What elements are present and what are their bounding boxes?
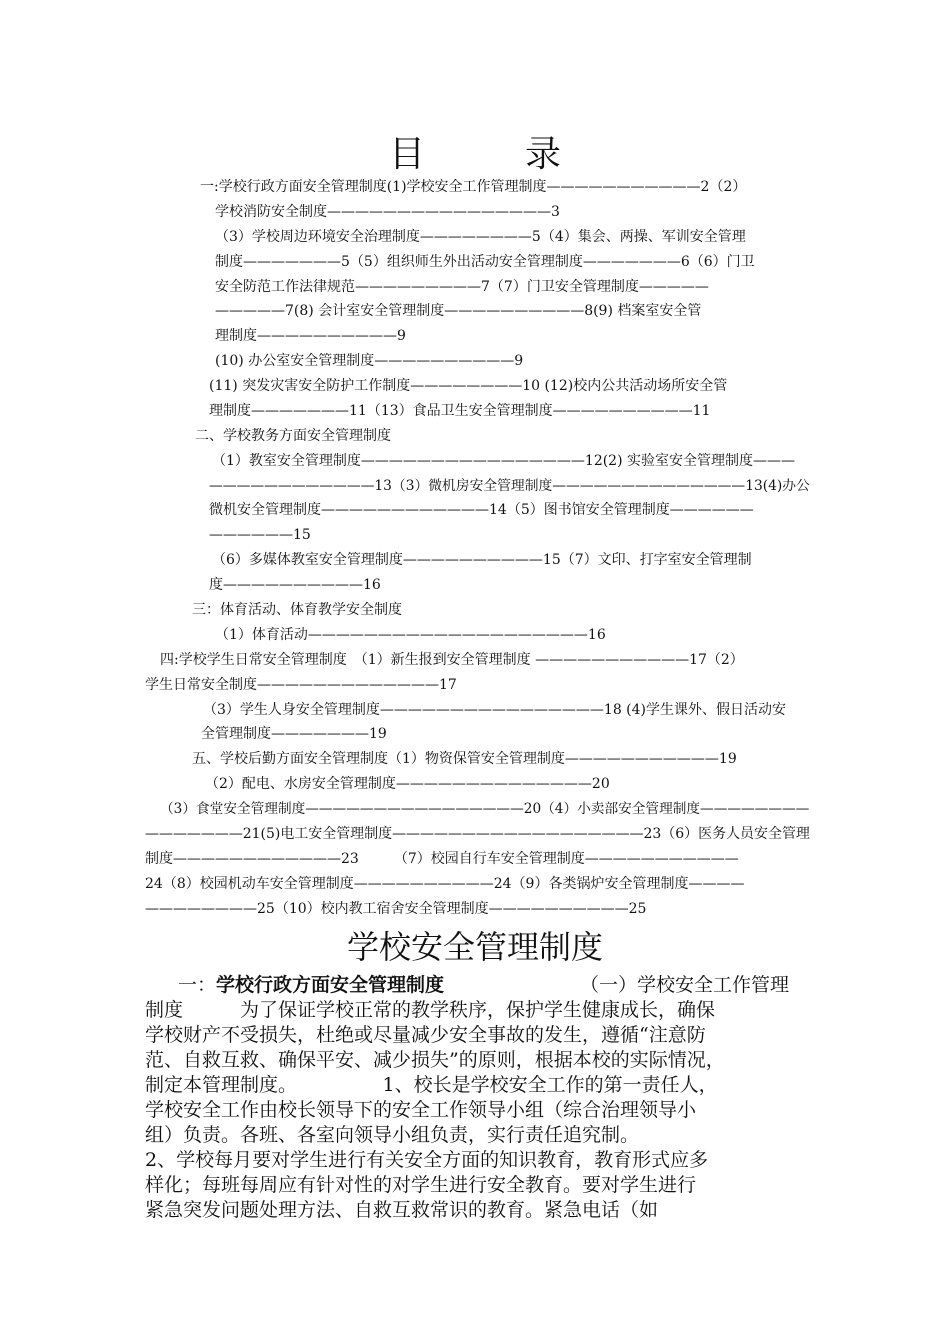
toc-line: 度——————————16 <box>209 577 381 593</box>
body-line: 范、自救互救、确保平安、减少损失”的原则，根据本校的实际情况， <box>145 1049 725 1071</box>
toc-line: 二、学校教务方面安全管理制度 <box>195 428 391 444</box>
toc-line: 理制度———————11（13）食品卫生安全管理制度——————————11 <box>209 403 711 419</box>
body-line: 2、学校每月要对学生进行有关安全方面的知识教育，教育形式应多 <box>145 1149 709 1171</box>
toc-line: 四:学校学生日常安全管理制度 （1）新生报到安全管理制度 ———————————17（2） <box>160 652 744 668</box>
toc-line: 全管理制度———————19 <box>201 726 387 742</box>
document-title: 学校安全管理制度 <box>346 928 603 966</box>
body-line: 制定本管理制度。 1、校长是学校安全工作的第一责任人， <box>145 1074 718 1096</box>
toc-title-right: 录 <box>525 134 562 175</box>
toc-line: ————————————13（3）微机房安全管理制度——————————————13(4)办公 <box>209 478 810 494</box>
toc-line: —————7(8) 会计室安全管理制度——————————8(9) 档案室安全管 <box>215 303 702 319</box>
toc-line: （3）学生人身安全管理制度————————————————18 (4)学生课外、假日活动安 <box>203 702 787 718</box>
toc-line: (10) 办公室安全管理制度——————————9 <box>215 353 524 369</box>
toc-line: 理制度——————————9 <box>215 328 406 344</box>
toc-line: ——————15 <box>209 527 311 543</box>
toc-line: （6）多媒体教室安全管理制度——————————15（7）文印、打字室安全管理制 <box>212 552 752 568</box>
body-line: 样化；每班每周应有针对性的对学生进行安全教育。要对学生进行 <box>145 1174 697 1196</box>
toc-line: 安全防范工作法律规范—————————7（7）门卫安全管理制度————— <box>215 279 709 295</box>
toc-title-left: 目 <box>388 134 425 175</box>
toc-title <box>0 126 950 177</box>
toc-line: ———————21(5)电工安全管理制度——————————————————23（6）医务人员安全管理 <box>145 826 810 842</box>
body-line: 组）负责。各班、各室向领导小组负责，实行责任追究制。 <box>145 1124 640 1146</box>
section-heading <box>178 973 444 997</box>
body-line: 学校安全工作由校长领导下的安全工作领导小组（综合治理领导小 <box>145 1099 697 1121</box>
toc-line: 五、学校后勤方面安全管理制度（1）物资保管安全管理制度———————————19 <box>192 751 737 767</box>
body-line: 学校财产不受损失，杜绝或尽量减少安全事故的发生，遵循“注意防 <box>145 1024 706 1046</box>
section-heading-text: 学校行政方面安全管理制度 <box>216 974 445 996</box>
toc-line: 三：体育活动、体育教学安全制度 <box>192 602 402 618</box>
toc-line: 制度————————————23 （7）校园自行车安全管理制度——————————— <box>145 851 739 867</box>
toc-line: 24（8）校园机动车安全管理制度——————————24（9）各类锅炉安全管理制度———— <box>145 876 745 892</box>
section-prefix: 一： <box>178 974 217 996</box>
toc-line: ————————25（10）校内教工宿舍安全管理制度——————————25 <box>145 901 647 917</box>
toc-line: 制度———————5（5）组织师生外出活动安全管理制度———————6（6）门卫 <box>215 254 755 270</box>
toc-line: (11) 突发灾害安全防护工作制度————————10 (12)校内公共活动场所安全管 <box>209 378 728 394</box>
toc-line: （1）体育活动————————————————————16 <box>215 627 606 643</box>
body-line: （一）学校安全工作管理 <box>580 974 790 996</box>
toc-line: 学生日常安全制度—————————————17 <box>145 677 457 693</box>
body-line: 制度 为了保证学校正常的教学秩序，保护学生健康成长，确保 <box>145 999 716 1021</box>
toc-line: 一:学校行政方面安全管理制度(1)学校安全工作管理制度———————————2（2） <box>200 179 747 195</box>
body-line: 紧急突发问题处理方法、自救互救常识的教育。紧急电话（如 <box>145 1199 659 1221</box>
toc-line: （1）教室安全管理制度————————————————12(2) 实验室安全管理制度——— <box>212 453 796 469</box>
toc-line: （2）配电、水房安全管理制度——————————————20 <box>205 776 610 792</box>
toc-line: （3）食堂安全管理制度————————————————20（4）小卖部安全管理制度———————— <box>160 801 810 817</box>
toc-line: （3）学校周边环境安全治理制度————————5（4）集会、两操、军训安全管理 <box>215 229 746 245</box>
toc-line: 微机安全管理制度————————————14（5）图书馆安全管理制度—————— <box>209 502 754 518</box>
toc-line: 学校消防安全制度————————————————3 <box>215 204 560 220</box>
